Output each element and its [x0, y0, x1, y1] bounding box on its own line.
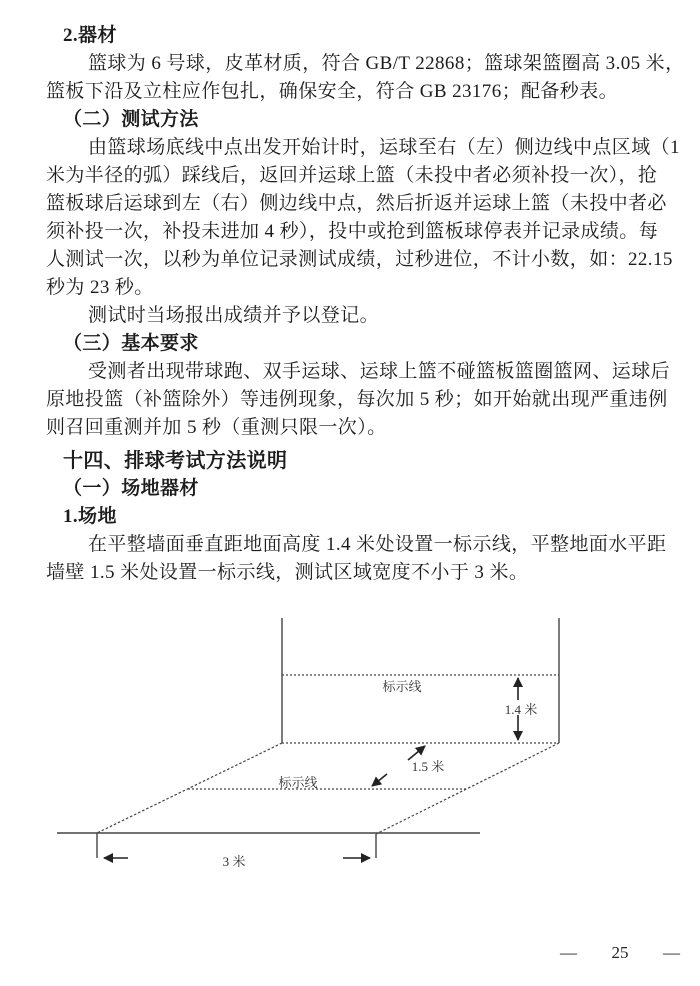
paragraph-line: 篮板球后运球到左（右）侧边线中点，然后折返并运球上篮（未投中者必: [46, 193, 667, 214]
section-heading-line: （二）测试方法: [63, 109, 199, 130]
paragraph-line: 米为半径的弧）踩线后，返回并运球上篮（未投中者必须补投一次），抢: [46, 165, 658, 186]
page-number: 25: [611, 943, 629, 962]
document-lines: [46, 22, 685, 587]
section-heading-line: 2.器材: [63, 25, 117, 46]
paragraph-line: 篮板下沿及立柱应作包扎，确保安全，符合 GB 23176；配备秒表。: [46, 81, 618, 102]
height-dimension-label: 1.4 米: [504, 702, 538, 717]
section-heading-line: （三）基本要求: [63, 333, 199, 354]
distance-arrow-to-wall: [408, 746, 425, 760]
floor-left-dashed-line: [97, 743, 282, 833]
paragraph-line: 受测者出现带球跑、双手运球、运球上篮不碰篮板篮圈篮网、运球后: [88, 361, 671, 382]
paragraph-line: 由篮球场底线中点出发开始计时，运球至右（左）侧边线中点区域（1: [88, 137, 680, 158]
paragraph-line: 秒为 23 秒。: [46, 277, 154, 298]
paragraph-line: 人测试一次，以秒为单位记录测试成绩，过秒进位，不计小数，如：22.15: [46, 249, 673, 270]
page-footer: [560, 942, 680, 964]
floor-marking-line-label: 标示线: [278, 775, 318, 790]
paragraph-line: 测试时当场报出成绩并予以登记。: [88, 305, 380, 326]
section-heading-line: 1.场地: [63, 506, 117, 527]
paragraph-line: 须补投一次，补投未进加 4 秒），投中或抢到篮板球停表并记录成绩。每: [46, 221, 659, 242]
paragraph-line: 墙壁 1.5 米处设置一标示线，测试区域宽度不小于 3 米。: [46, 562, 529, 583]
paragraph-line: 在平整墙面垂直距地面高度 1.4 米处设置一标示线，平整地面水平距: [88, 534, 667, 555]
width-dimension-label: 3 米: [222, 854, 246, 869]
footer-dash-right: —: [663, 943, 680, 962]
section-heading-line: （一）场地器材: [63, 478, 199, 499]
distance-dimension-label: 1.5 米: [411, 759, 445, 774]
floor-right-dashed-line: [376, 743, 559, 834]
court-setup-diagram: [40, 600, 600, 880]
section-heading-line: 十四、排球考试方法说明: [63, 450, 288, 472]
paragraph-line: 原地投篮（补篮除外）等违例现象，每次加 5 秒；如开始就出现严重违例: [46, 389, 668, 410]
wall-marking-line-label: 标示线: [382, 679, 422, 694]
distance-arrow-to-line: [372, 774, 387, 786]
paragraph-line: 篮球为 6 号球，皮革材质，符合 GB/T 22868；篮球架篮圈高 3.05 米，: [88, 53, 685, 74]
paragraph-line: 则召回重测并加 5 秒（重测只限一次）。: [46, 417, 387, 438]
footer-dash-left: —: [560, 943, 577, 962]
